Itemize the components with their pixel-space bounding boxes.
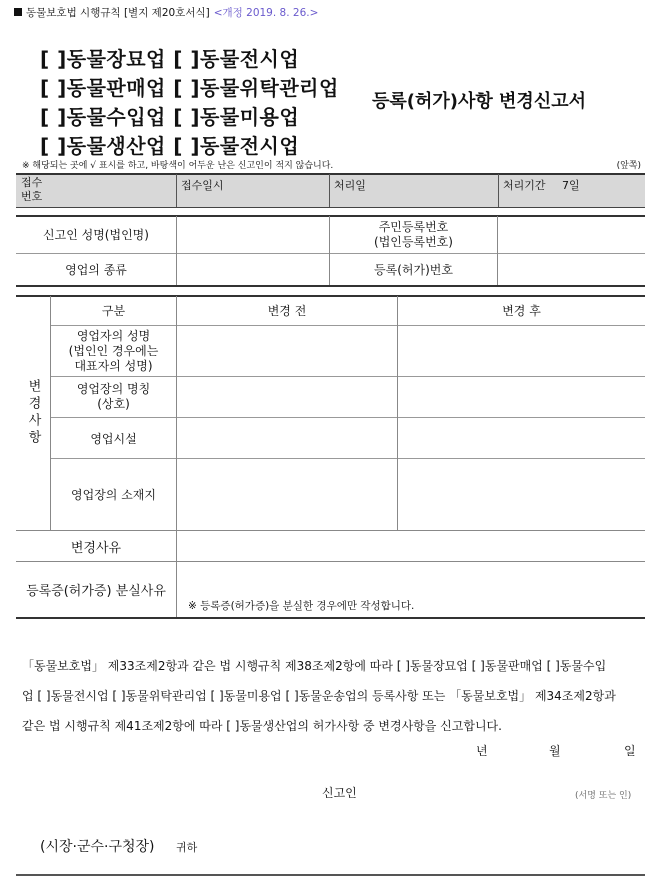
front-side-label: (앞쪽): [616, 161, 641, 171]
registration-number-field[interactable]: [498, 254, 645, 285]
facility-after-field[interactable]: [398, 418, 645, 458]
square-bullet-icon: [14, 8, 22, 16]
type-line-2[interactable]: [ ]동물판매업 [ ]동물위탁관리업: [40, 76, 339, 100]
type-line-3[interactable]: [ ]동물수입업 [ ]동물미용업: [40, 105, 300, 129]
business-name-before-field[interactable]: [177, 377, 397, 417]
changes-section-label: 변경사항: [25, 379, 41, 447]
type-line-4[interactable]: [ ]동물생산업 [ ]동물전시업: [40, 134, 300, 158]
form-ref-text: 동물보호법 시행규칙 [별지 제20호서식]: [26, 7, 210, 19]
col-category-header: 구분: [101, 304, 126, 318]
business-type-label: 영업의 종류: [65, 263, 127, 277]
row-facility-label: 영업시설: [90, 431, 137, 446]
revision-text: <개정 2019. 8. 26.>: [213, 7, 319, 19]
declaration-line-2: 업 [ ]동물전시업 [ ]동물위탁관리업 [ ]동물미용업 [ ]동물운송업의 등록사항 또는 「동물보호법」 제34조제2항과: [22, 689, 616, 703]
process-date-label: 처리일: [334, 179, 366, 192]
addressee-name: (시장·군수·구청장): [40, 839, 155, 855]
instruction-note: ※ 해당되는 곳에 √ 표시를 하고, 바탕색이 어두운 난은 신고인이 적지 않습니다.: [22, 161, 334, 171]
type-line-1[interactable]: [ ]동물장묘업 [ ]동물전시업: [40, 47, 300, 71]
date-year-label: 년: [476, 744, 488, 758]
addressee-suffix: 귀하: [176, 841, 198, 854]
row-operator-name-label: 영업자의 성명 (법인인 경우에는 대표자의 성명): [68, 328, 159, 373]
applicant-name-field[interactable]: [177, 216, 329, 253]
signature-label: 신고인: [322, 786, 357, 800]
operator-name-before-field[interactable]: [177, 326, 397, 376]
business-type-field[interactable]: [177, 254, 329, 285]
date-month-label: 월: [549, 744, 561, 758]
receipt-date-label: 접수일시: [181, 179, 224, 192]
row-business-name-label: 영업장의 명칭 (상호): [76, 382, 151, 411]
receipt-number-label: 접수 번호: [21, 176, 43, 203]
address-after-field[interactable]: [398, 459, 645, 530]
change-reason-label: 변경사유: [70, 540, 122, 556]
business-type-checkboxes[interactable]: [40, 45, 339, 161]
change-reason-field[interactable]: [177, 531, 645, 561]
operator-name-after-field[interactable]: [398, 326, 645, 376]
loss-reason-label: 등록증(허가증) 분실사유: [26, 584, 166, 599]
signature-hint[interactable]: (서명 또는 인): [575, 791, 632, 801]
registration-number-label: 등록(허가)번호: [374, 263, 453, 277]
business-name-after-field[interactable]: [398, 377, 645, 417]
loss-reason-note: ※ 등록증(허가증)을 분실한 경우에만 작성합니다.: [188, 600, 415, 612]
facility-before-field[interactable]: [177, 418, 397, 458]
receipt-bar: [16, 174, 645, 207]
row-address-label: 영업장의 소재지: [71, 488, 156, 502]
col-before-header: 변경 전: [267, 304, 307, 318]
document-title: 등록(허가)사항 변경신고서: [372, 91, 586, 112]
date-day-label: 일: [624, 744, 636, 758]
processing-period-label: 처리기간: [503, 179, 546, 192]
registration-id-field[interactable]: [498, 216, 645, 253]
processing-period-value: 7일: [562, 179, 580, 192]
registration-id-label: 주민등록번호 (법인등록번호): [374, 219, 453, 249]
form-reference: [14, 5, 318, 20]
declaration-line-3: 같은 법 시행규칙 제41조제2항에 따라 [ ]동물생산업의 허가사항 중 변경사항을 신고합니다.: [22, 719, 502, 733]
address-before-field[interactable]: [177, 459, 397, 530]
applicant-name-label: 신고인 성명(법인명): [43, 228, 149, 242]
col-after-header: 변경 후: [502, 304, 541, 318]
declaration-line-1: 「동물보호법」 제33조제2항과 같은 법 시행규칙 제38조제2항에 따라 [ ]동물장묘업 [ ]동물판매업 [ ]동물수입: [22, 659, 607, 673]
